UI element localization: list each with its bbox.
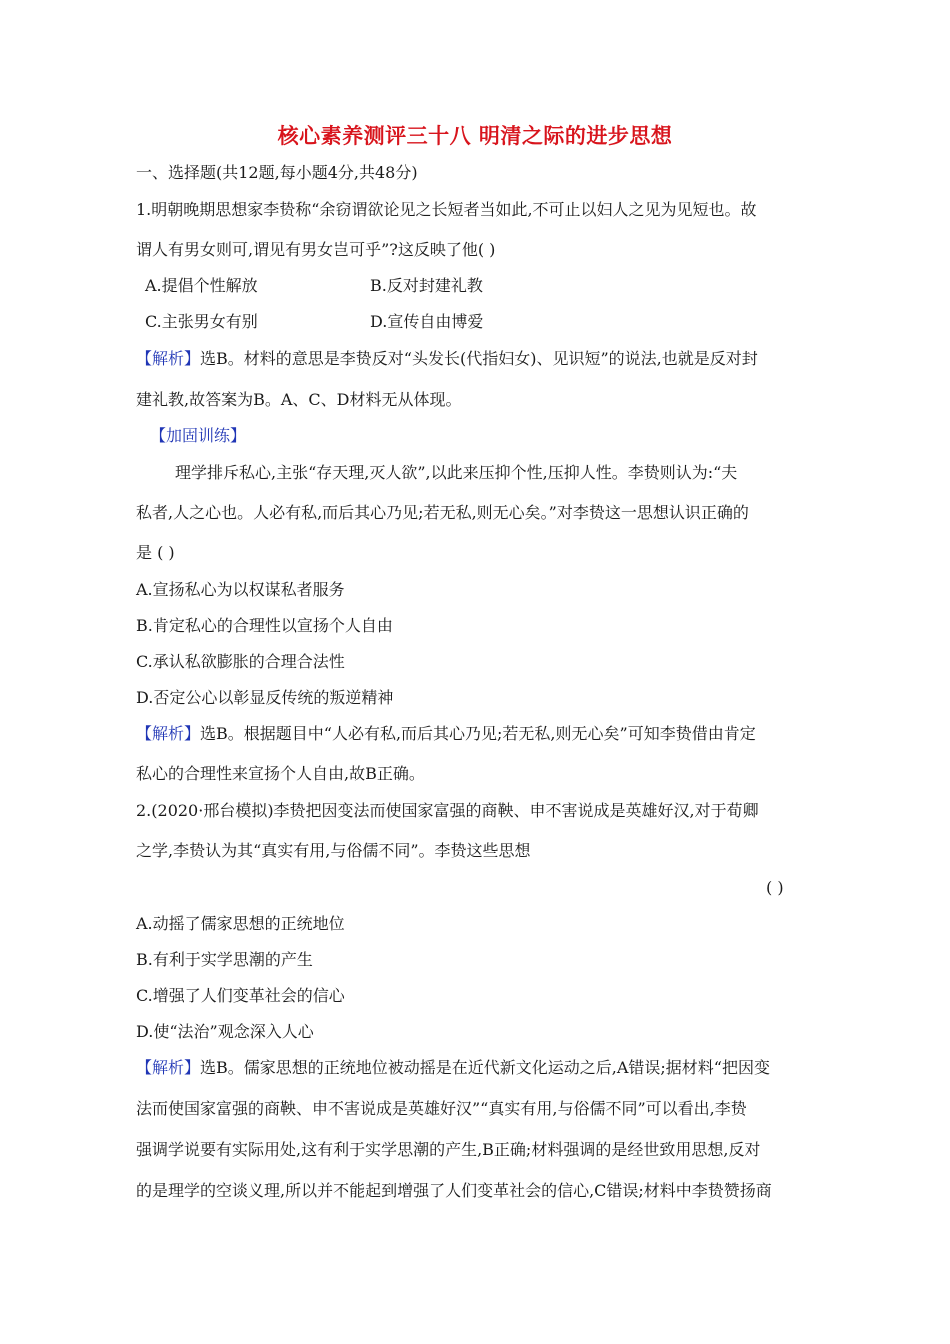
practice-option-d: D.否定公心以彰显反传统的叛逆精神: [136, 688, 394, 707]
q2-stem-line-2: 之学,李贽认为其“真实有用,与俗儒不同”。李贽这些思想: [136, 841, 531, 860]
q2-answer-blank: ( ): [766, 878, 784, 897]
q1-answer-line-1: [136, 349, 758, 369]
practice-stem-line-2: 私者,人之心也。人必有私,而后其心乃见;若无私,则无心矣。”对李贽这一思想认识正确的: [136, 503, 749, 522]
q1-stem-line-2: 谓人有男女则可,谓见有男女岂可乎”?这反映了他( ): [136, 240, 496, 259]
q1-answer-text: 选B。材料的意思是李贽反对“头发长(代指妇女)、见识短”的说法,也就是反对封: [200, 349, 758, 368]
analysis-tag: 【解析】: [136, 349, 201, 368]
practice-stem-line-1: 理学排斥私心,主张“存天理,灭人欲”,以此来压抑个性,压抑人性。李贽则认为:“夫: [175, 463, 738, 482]
q2-answer-line-4: 的是理学的空谈义理,所以并不能起到增强了人们变革社会的信心,C错误;材料中李贽赞扬商: [136, 1181, 772, 1200]
practice-stem-line-3: 是 ( ): [136, 543, 175, 562]
q1-option-d: D.宣传自由博爱: [370, 312, 484, 331]
practice-option-a: A.宣扬私心为以权谋私者服务: [136, 580, 345, 599]
practice-answer-line-2: 私心的合理性来宣扬个人自由,故B正确。: [136, 764, 425, 783]
q2-stem-line-1: 2.(2020·邢台模拟)李贽把因变法而使国家富强的商鞅、申不害说成是英雄好汉,对于荀卿: [136, 801, 759, 820]
practice-answer-line-1: [136, 724, 756, 744]
q2-answer-text: 选B。儒家思想的正统地位被动摇是在近代新文化运动之后,A错误;据材料“把因变: [200, 1058, 770, 1077]
q2-option-d: D.使“法治”观念深入人心: [136, 1022, 314, 1041]
q2-option-a: A.动摇了儒家思想的正统地位: [136, 914, 345, 933]
q2-answer-line-2: 法而使国家富强的商鞅、申不害说成是英雄好汉”“真实有用,与俗儒不同”可以看出,李贽: [136, 1099, 747, 1118]
q2-answer-line-1: [136, 1058, 770, 1078]
q1-stem-line-1: 1.明朝晚期思想家李贽称“余窃谓欲论见之长短者当如此,不可止以妇人之见为见短也。故: [136, 200, 757, 219]
practice-option-c: C.承认私欲膨胀的合理合法性: [136, 652, 345, 671]
analysis-tag: 【解析】: [136, 1058, 201, 1077]
q1-answer-line-2: 建礼教,故答案为B。A、C、D材料无从体现。: [136, 390, 462, 409]
practice-tag: 【加固训练】: [150, 426, 247, 445]
page-title: 核心素养测评三十八 明清之际的进步思想: [277, 124, 673, 148]
q2-option-b: B.有利于实学思潮的产生: [136, 950, 313, 969]
section-heading: 一、选择题(共12题,每小题4分,共48分): [136, 163, 418, 182]
q2-option-c: C.增强了人们变革社会的信心: [136, 986, 345, 1005]
q1-option-c: C.主张男女有别: [145, 312, 258, 331]
q1-option-a: A.提倡个性解放: [145, 276, 258, 295]
practice-option-b: B.肯定私心的合理性以宣扬个人自由: [136, 616, 393, 635]
q2-answer-line-3: 强调学说要有实际用处,这有利于实学思潮的产生,B正确;材料强调的是经世致用思想,反对: [136, 1140, 761, 1159]
analysis-tag: 【解析】: [136, 724, 201, 743]
q1-option-b: B.反对封建礼教: [370, 276, 483, 295]
practice-answer-text: 选B。根据题目中“人必有私,而后其心乃见;若无私,则无心矣”可知李贽借由肯定: [200, 724, 756, 743]
